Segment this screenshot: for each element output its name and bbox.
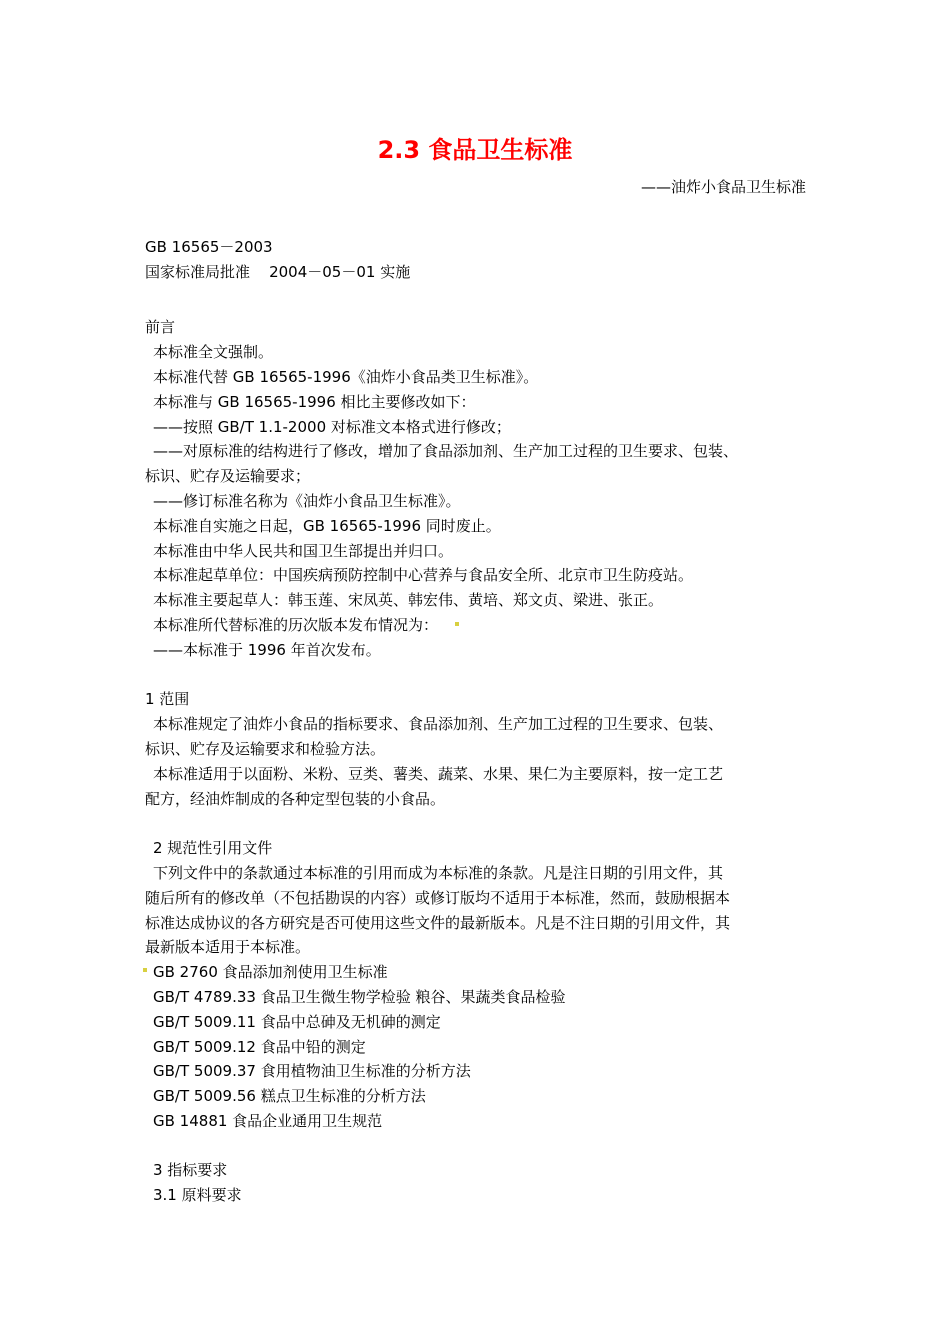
reference-item: GB/T 5009.37 食用植物油卫生标准的分析方法: [153, 1062, 471, 1081]
foreword-line: ——按照 GB/T 1.1-2000 对标准文本格式进行修改；: [153, 417, 511, 436]
foreword-line: ——本标准于 1996 年首次发布。: [153, 640, 381, 659]
normative-heading: 2 规范性引用文件: [153, 839, 273, 858]
foreword-line: 本标准起草单位：中国疾病预防控制中心营养与食品安全所、北京市卫生防疫站。: [153, 566, 694, 585]
foreword-line: 本标准所代替标准的历次版本发布情况为：: [153, 615, 439, 634]
foreword-line: 本标准全文强制。: [153, 343, 274, 362]
reference-item: GB/T 4789.33 食品卫生微生物学检验 粮谷、果蔬类食品检验: [153, 987, 566, 1006]
reference-item: GB 2760 食品添加剂使用卫生标准: [153, 963, 388, 982]
foreword-line: 标识、贮存及运输要求；: [145, 467, 311, 486]
reference-item: GB/T 5009.12 食品中铅的测定: [153, 1037, 366, 1056]
foreword-line: ——对原标准的结构进行了修改，增加了食品添加剂、生产加工过程的卫生要求、包装、: [153, 442, 739, 461]
foreword-line: 本标准主要起草人：韩玉莲、宋凤英、韩宏伟、黄培、郑文贞、梁进、张正。: [153, 591, 664, 610]
scope-heading: 1 范围: [145, 690, 190, 709]
normative-line: 标准达成协议的各方研究是否可使用这些文件的最新版本。凡是不注日期的引用文件，其: [145, 913, 731, 932]
reference-item: GB 14881 食品企业通用卫生规范: [153, 1111, 383, 1130]
document-subtitle: ——油炸小食品卫生标准: [640, 178, 806, 196]
scope-line: 本标准适用于以面粉、米粉、豆类、薯类、蔬菜、水果、果仁为主要原料，按一定工艺: [153, 764, 724, 783]
document-title: 2.3 食品卫生标准: [377, 136, 573, 164]
approval-line: 国家标准局批准 2004－05－01 实施: [145, 262, 411, 281]
foreword-line: 本标准自实施之日起，GB 16565-1996 同时废止。: [153, 516, 501, 535]
document-body: [145, 235, 815, 1208]
normative-line: 最新版本适用于本标准。: [145, 938, 311, 957]
reference-item: GB/T 5009.11 食品中总砷及无机砷的测定: [153, 1012, 441, 1031]
foreword-heading: 前言: [145, 318, 176, 337]
scope-line: 本标准规定了油炸小食品的指标要求、食品添加剂、生产加工过程的卫生要求、包装、: [153, 715, 724, 734]
requirements-subheading: 3.1 原料要求: [153, 1186, 242, 1205]
normative-line: 下列文件中的条款通过本标准的引用而成为本标准的条款。凡是注日期的引用文件，其: [153, 863, 724, 882]
scope-line: 配方，经油炸制成的各种定型包装的小食品。: [145, 789, 446, 808]
foreword-line: 本标准代替 GB 16565-1996《油炸小食品类卫生标准》。: [153, 367, 539, 386]
margin-mark: [143, 968, 147, 972]
standard-code: GB 16565－2003: [145, 238, 273, 256]
requirements-heading: 3 指标要求: [153, 1161, 228, 1180]
reference-item: GB/T 5009.56 糕点卫生标准的分析方法: [153, 1087, 426, 1106]
foreword-line: 本标准由中华人民共和国卫生部提出并归口。: [153, 541, 454, 560]
margin-mark: [455, 622, 459, 626]
foreword-line: ——修订标准名称为《油炸小食品卫生标准》。: [153, 491, 461, 510]
normative-line: 随后所有的修改单（不包括勘误的内容）或修订版均不适用于本标准，然而，鼓励根据本: [145, 888, 731, 907]
scope-line: 标识、贮存及运输要求和检验方法。: [145, 739, 386, 758]
foreword-line: 本标准与 GB 16565-1996 相比主要修改如下：: [153, 392, 476, 411]
